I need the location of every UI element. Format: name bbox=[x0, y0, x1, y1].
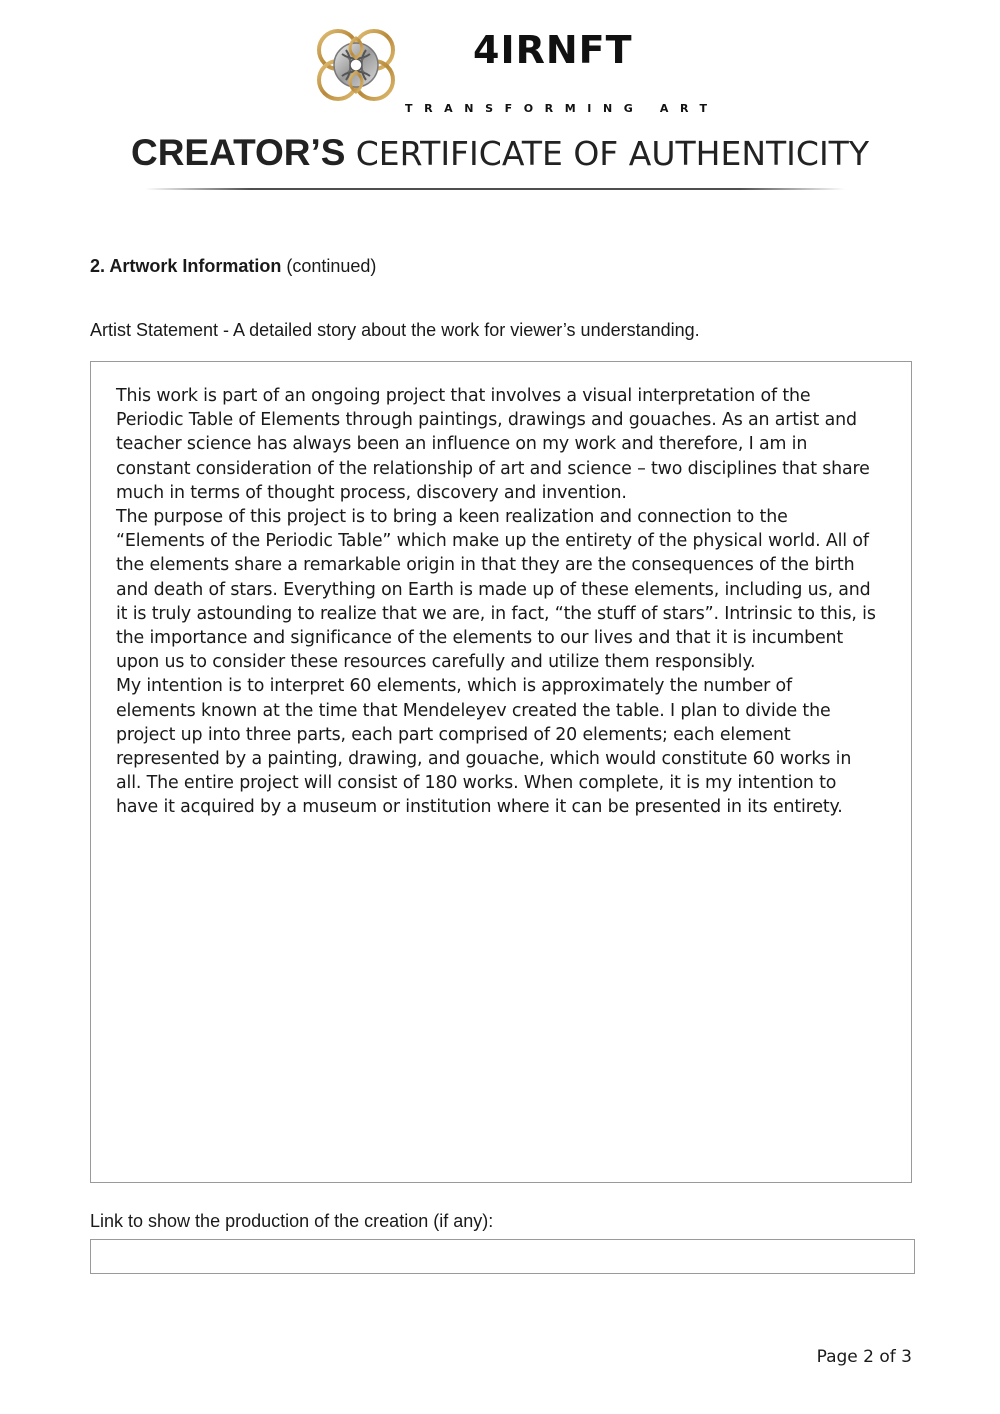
brand-name: 4IRNFT bbox=[473, 28, 633, 72]
brand-logo bbox=[316, 24, 719, 115]
statement-paragraph: The purpose of this project is to bring a keen realization and connection to the “Elements of the Periodic Table” which make up the entirety of the physical world. All of the elements share a remarkable origin in that they are the consequences of the birth and death of stars. Everything on Earth is made up of these elements, including us, and it is truly astounding to realize that we are, in fact, “the stuff of stars”. Intrinsic to this, is the importance and significance of the elements to our lives and that it is incumbent upon us to consider these resources carefully and utilize them responsibly. bbox=[116, 507, 876, 673]
certificate-title-rest: CERTIFICATE OF AUTHENTICITY bbox=[355, 134, 869, 173]
document-header bbox=[0, 0, 1000, 200]
production-link-label: Link to show the production of the creation (if any): bbox=[90, 1211, 494, 1231]
section-heading bbox=[90, 254, 376, 278]
statement-paragraph: My intention is to interpret 60 elements, which is approximately the number of elements known at the time that Mendeleyev created the table. I plan to divide the project up into three parts, each part comprised of 20 elements; each element represented by a painting, drawing, and gouache, which would constitute 60 works in all. The entire project will consist of 180 works. When complete, it is my intention to have it acquired by a museum or institution where it can be presented in its entirety. bbox=[116, 676, 852, 818]
artist-statement-field[interactable] bbox=[90, 361, 912, 1183]
infinity-knot-logo-icon bbox=[316, 24, 396, 104]
certificate-title-bold: CREATOR’S bbox=[130, 132, 346, 173]
title-divider bbox=[145, 188, 845, 190]
page-number: Page 2 of 3 bbox=[816, 1347, 912, 1367]
artist-statement-text bbox=[116, 384, 876, 820]
artist-statement-label: Artist Statement - A detailed story about the work for viewer’s understanding. bbox=[90, 320, 700, 340]
production-link-field[interactable] bbox=[90, 1239, 915, 1274]
section-heading-note: (continued) bbox=[286, 256, 377, 276]
brand-tagline: TRANSFORMING ART bbox=[405, 102, 719, 115]
statement-paragraph: This work is part of an ongoing project that involves a visual interpretation of the Periodic Table of Elements through paintings, drawings and gouaches. As an artist and teacher science has always been an influence on my work and therefore, I am in constant consideration of the relationship of art and science – two disciplines that share much in terms of thought process, discovery and invention. bbox=[116, 386, 870, 503]
section-heading-title: 2. Artwork Information bbox=[90, 256, 282, 276]
certificate-title bbox=[0, 130, 1000, 177]
